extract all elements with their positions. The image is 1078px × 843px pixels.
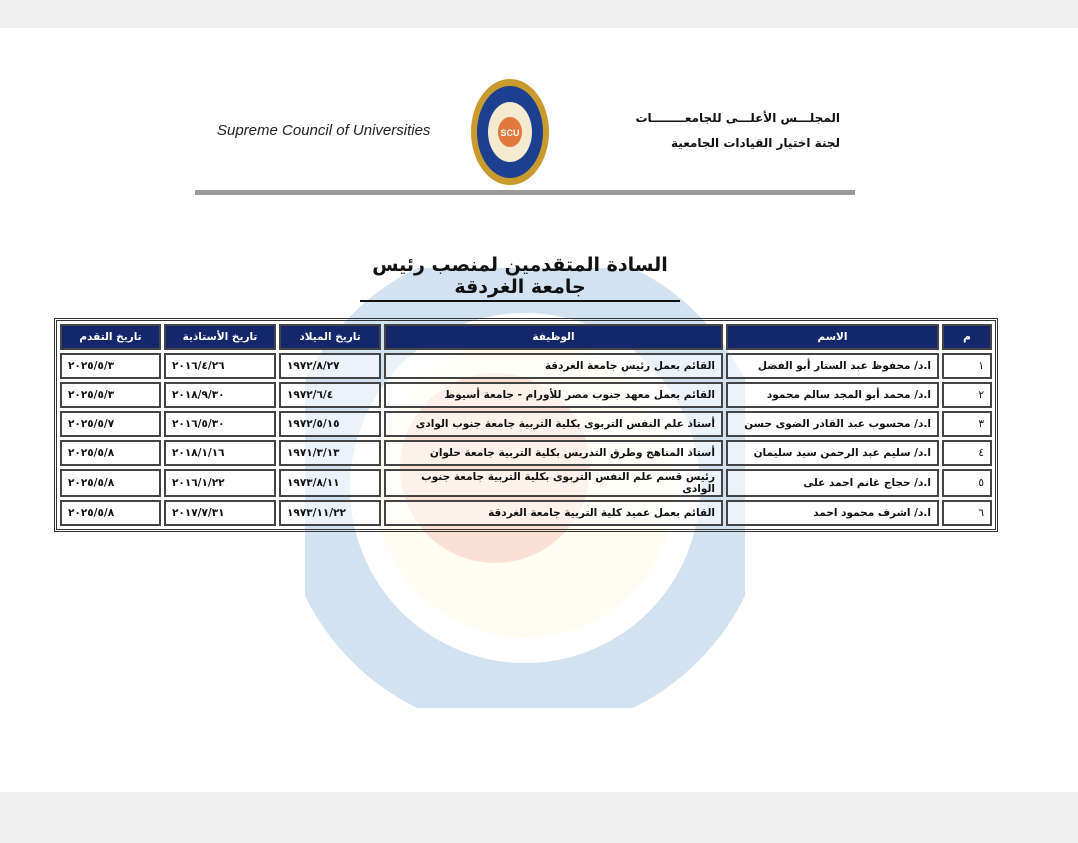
col-header-birth-date: تاريخ الميلاد — [279, 324, 381, 350]
birth-date: ١٩٧١/٣/١٣ — [279, 440, 381, 466]
table-row — [60, 440, 992, 466]
arabic-council-name: المجلـــس الأعلـــى للجامعــــــــات — [635, 111, 840, 125]
birth-date: ١٩٧٢/٦/٤ — [279, 382, 381, 408]
applicant-job: رئيس قسم علم النفس التربوى بكلية التربية جامعة جنوب الوادى — [384, 469, 723, 497]
col-header-application-date: تاريخ التقدم — [60, 324, 161, 350]
document-title: السادة المتقدمين لمنصب رئيس جامعة الغردقة — [360, 254, 680, 302]
applicant-job: أستاذ المناهج وطرق التدريس بكلية التربية جامعة حلوان — [384, 440, 723, 466]
row-number: ٤ — [942, 440, 992, 466]
birth-date: ١٩٧٣/١١/٢٢ — [279, 500, 381, 526]
applicant-name: ا.د/ محفوظ عبد الستار أبو الفضل — [726, 353, 939, 379]
application-date: ٢٠٢٥/٥/٣ — [60, 353, 161, 379]
table-header-row — [60, 324, 992, 350]
col-header-professorship-date: تاريخ الأستاذية — [164, 324, 276, 350]
application-date: ٢٠٢٥/٥/٨ — [60, 440, 161, 466]
professorship-date: ٢٠١٦/٤/٢٦ — [164, 353, 276, 379]
table-row — [60, 353, 992, 379]
application-date: ٢٠٢٥/٥/٨ — [60, 469, 161, 497]
arabic-header — [590, 106, 840, 156]
col-header-number: م — [942, 324, 992, 350]
application-date: ٢٠٢٥/٥/٨ — [60, 500, 161, 526]
col-header-job: الوظيفة — [384, 324, 723, 350]
header-divider — [195, 190, 855, 195]
applicant-job: القائم بعمل معهد جنوب مصر للأورام - جامعة أسيوط — [384, 382, 723, 408]
applicants-table — [54, 318, 998, 532]
row-number: ٢ — [942, 382, 992, 408]
logo-text: SCU — [500, 128, 520, 138]
application-date: ٢٠٢٥/٥/٣ — [60, 382, 161, 408]
applicant-name: ا.د/ سليم عبد الرحمن سيد سليمان — [726, 440, 939, 466]
applicant-name: ا.د/ محمد أبو المجد سالم محمود — [726, 382, 939, 408]
row-number: ٣ — [942, 411, 992, 437]
birth-date: ١٩٧٢/٨/٢٧ — [279, 353, 381, 379]
professorship-date: ٢٠١٨/١/١٦ — [164, 440, 276, 466]
row-number: ٦ — [942, 500, 992, 526]
birth-date: ١٩٧٢/٥/١٥ — [279, 411, 381, 437]
table-row — [60, 469, 992, 497]
professorship-date: ٢٠١٧/٧/٣١ — [164, 500, 276, 526]
document-page — [0, 28, 1078, 792]
birth-date: ١٩٧٣/٨/١١ — [279, 469, 381, 497]
table-row — [60, 382, 992, 408]
applicant-job: القائم بعمل رئيس جامعة الغردقة — [384, 353, 723, 379]
professorship-date: ٢٠١٦/٥/٣٠ — [164, 411, 276, 437]
application-date: ٢٠٢٥/٥/٧ — [60, 411, 161, 437]
applicant-name: ا.د/ محسوب عبد القادر الضوى حسن — [726, 411, 939, 437]
col-header-name: الاسم — [726, 324, 939, 350]
committee-name: لجنة اختيار القيادات الجامعية — [671, 136, 840, 150]
row-number: ١ — [942, 353, 992, 379]
table-row — [60, 500, 992, 526]
applicant-name: ا.د/ حجاج غانم احمد على — [726, 469, 939, 497]
scu-logo — [470, 78, 550, 190]
table-row — [60, 411, 992, 437]
applicant-job: أستاذ علم النفس التربوى بكلية التربية جامعة جنوب الوادى — [384, 411, 723, 437]
english-council-name: Supreme Council of Universities — [217, 122, 431, 139]
applicant-job: القائم بعمل عميد كلية التربية جامعة الغردقة — [384, 500, 723, 526]
applicant-name: ا.د/ اشرف محمود احمد — [726, 500, 939, 526]
row-number: ٥ — [942, 469, 992, 497]
professorship-date: ٢٠١٦/١/٢٢ — [164, 469, 276, 497]
professorship-date: ٢٠١٨/٩/٣٠ — [164, 382, 276, 408]
